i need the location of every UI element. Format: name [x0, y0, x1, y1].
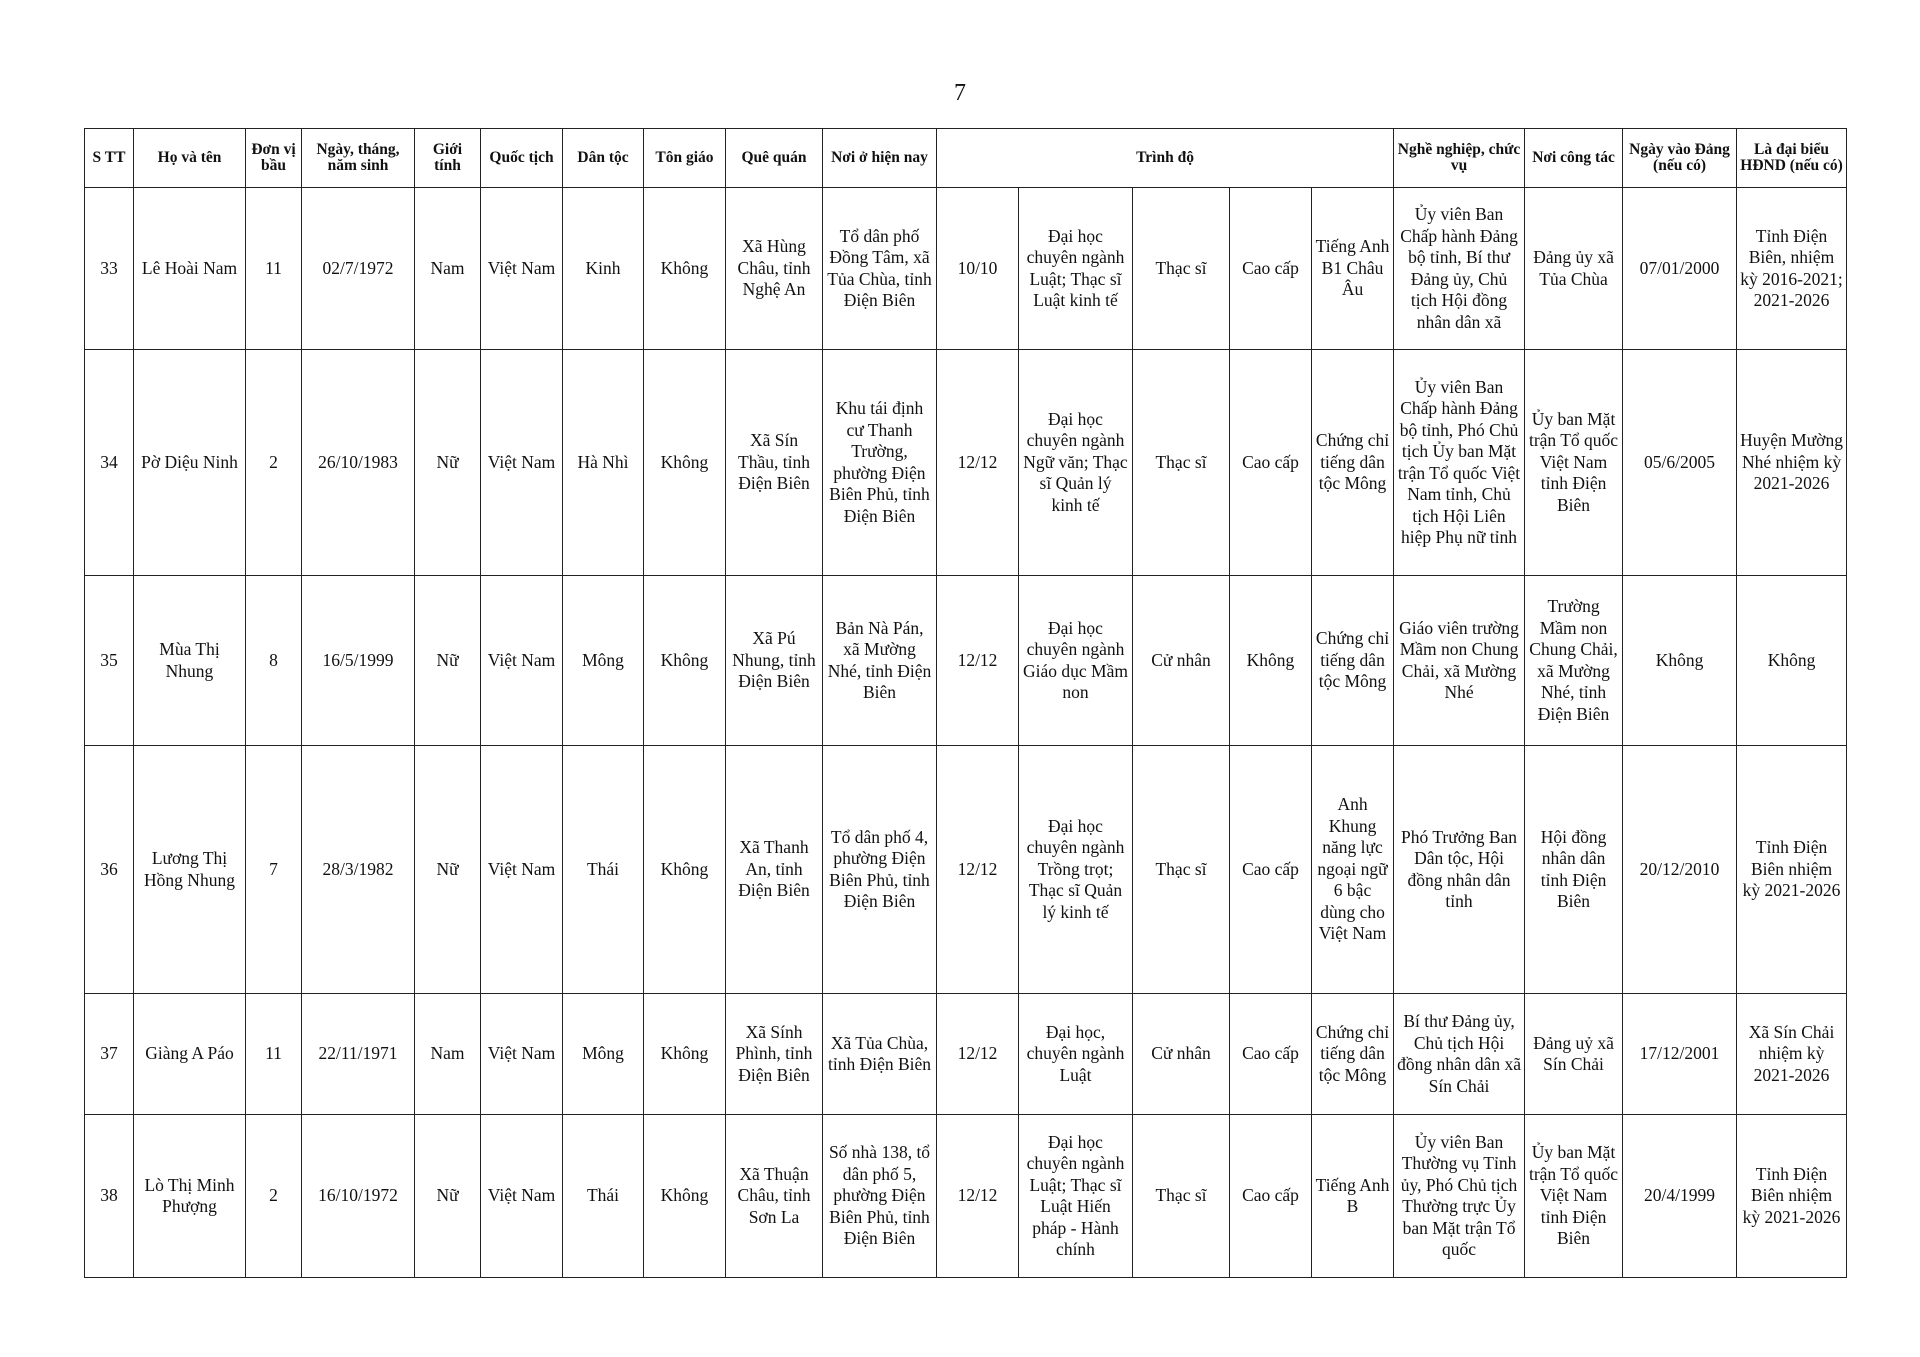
cell-gender: Nữ: [415, 746, 481, 994]
cell-workplace: Ủy ban Mặt trận Tổ quốc Việt Nam tỉnh Điện Biên: [1525, 350, 1623, 576]
cell-religion: Không: [644, 576, 726, 746]
cell-party-date: 17/12/2001: [1623, 994, 1737, 1115]
cell-council: Xã Sín Chải nhiệm kỳ 2021-2026: [1737, 994, 1847, 1115]
cell-ethnicity: Thái: [563, 746, 644, 994]
cell-residence: Tổ dân phố 4, phường Điện Biên Phủ, tỉnh Điện Biên: [823, 746, 937, 994]
cell-council: Tỉnh Điện Biên nhiệm kỳ 2021-2026: [1737, 1115, 1847, 1278]
cell-language: Chứng chỉ tiếng dân tộc Mông: [1312, 994, 1394, 1115]
header-education: Trình độ: [937, 129, 1394, 188]
header-name: Họ và tên: [134, 129, 246, 188]
cell-gender: Nữ: [415, 350, 481, 576]
header-residence: Nơi ở hiện nay: [823, 129, 937, 188]
cell-gender: Nam: [415, 994, 481, 1115]
cell-general-education: 12/12: [937, 994, 1019, 1115]
header-workplace: Nơi công tác: [1525, 129, 1623, 188]
cell-name: Giàng A Páo: [134, 994, 246, 1115]
cell-hometown: Xã Thuận Châu, tỉnh Sơn La: [726, 1115, 823, 1278]
cell-language: Chứng chỉ tiếng dân tộc Mông: [1312, 576, 1394, 746]
cell-council: Huyện Mường Nhé nhiệm kỳ 2021-2026: [1737, 350, 1847, 576]
cell-hometown: Xã Sính Phình, tỉnh Điện Biên: [726, 994, 823, 1115]
cell-gender: Nam: [415, 188, 481, 350]
cell-religion: Không: [644, 350, 726, 576]
table-row: [85, 576, 1847, 746]
cell-occupation: Ủy viên Ban Chấp hành Đảng bộ tỉnh, Bí thư Đảng ủy, Chủ tịch Hội đồng nhân dân xã: [1394, 188, 1525, 350]
cell-party-date: 20/4/1999: [1623, 1115, 1737, 1278]
cell-unit: 11: [246, 188, 302, 350]
cell-stt: 37: [85, 994, 134, 1115]
cell-unit: 2: [246, 350, 302, 576]
cell-nationality: Việt Nam: [481, 1115, 563, 1278]
cell-ethnicity: Hà Nhì: [563, 350, 644, 576]
page-number: 7: [954, 80, 966, 106]
cell-residence: Bản Nà Pán, xã Mường Nhé, tỉnh Điện Biên: [823, 576, 937, 746]
cell-dob: 22/11/1971: [302, 994, 415, 1115]
cell-religion: Không: [644, 994, 726, 1115]
header-row: [85, 129, 1847, 188]
cell-party-date: Không: [1623, 576, 1737, 746]
cell-stt: 35: [85, 576, 134, 746]
cell-nationality: Việt Nam: [481, 746, 563, 994]
header-stt: S TT: [85, 129, 134, 188]
cell-general-education: 10/10: [937, 188, 1019, 350]
cell-degree: Thạc sĩ: [1133, 188, 1230, 350]
cell-unit: 7: [246, 746, 302, 994]
cell-unit: 11: [246, 994, 302, 1115]
cell-specialty: Đại học chuyên ngành Luật; Thạc sĩ Luật Hiến pháp - Hành chính: [1019, 1115, 1133, 1278]
cell-political-theory: Cao cấp: [1230, 994, 1312, 1115]
table-row: [85, 350, 1847, 576]
cell-nationality: Việt Nam: [481, 350, 563, 576]
cell-ethnicity: Thái: [563, 1115, 644, 1278]
header-council: Là đại biểu HĐND (nếu có): [1737, 129, 1847, 188]
cell-occupation: Bí thư Đảng ủy, Chủ tịch Hội đồng nhân dân xã Sín Chải: [1394, 994, 1525, 1115]
cell-occupation: Ủy viên Ban Thường vụ Tỉnh ủy, Phó Chủ tịch Thường trực Ủy ban Mặt trận Tổ quốc: [1394, 1115, 1525, 1278]
header-gender: Giới tính: [415, 129, 481, 188]
cell-religion: Không: [644, 188, 726, 350]
cell-hometown: Xã Thanh An, tỉnh Điện Biên: [726, 746, 823, 994]
cell-degree: Cử nhân: [1133, 994, 1230, 1115]
cell-residence: Số nhà 138, tổ dân phố 5, phường Điện Biên Phủ, tỉnh Điện Biên: [823, 1115, 937, 1278]
cell-general-education: 12/12: [937, 1115, 1019, 1278]
cell-specialty: Đại học, chuyên ngành Luật: [1019, 994, 1133, 1115]
cell-workplace: Đảng uỷ xã Sín Chải: [1525, 994, 1623, 1115]
cell-nationality: Việt Nam: [481, 994, 563, 1115]
cell-general-education: 12/12: [937, 746, 1019, 994]
cell-name: Lê Hoài Nam: [134, 188, 246, 350]
cell-occupation: Phó Trưởng Ban Dân tộc, Hội đồng nhân dân tỉnh: [1394, 746, 1525, 994]
header-nationality: Quốc tịch: [481, 129, 563, 188]
cell-religion: Không: [644, 1115, 726, 1278]
table-row: [85, 188, 1847, 350]
cell-specialty: Đại học chuyên ngành Giáo dục Mầm non: [1019, 576, 1133, 746]
cell-specialty: Đại học chuyên ngành Trồng trọt; Thạc sĩ Quản lý kinh tế: [1019, 746, 1133, 994]
cell-political-theory: Cao cấp: [1230, 746, 1312, 994]
cell-hometown: Xã Pú Nhung, tỉnh Điện Biên: [726, 576, 823, 746]
cell-dob: 26/10/1983: [302, 350, 415, 576]
cell-stt: 33: [85, 188, 134, 350]
cell-hometown: Xã Hùng Châu, tỉnh Nghệ An: [726, 188, 823, 350]
cell-ethnicity: Kinh: [563, 188, 644, 350]
cell-workplace: Hội đồng nhân dân tỉnh Điện Biên: [1525, 746, 1623, 994]
cell-council: Tỉnh Điện Biên, nhiệm kỳ 2016-2021; 2021-2026: [1737, 188, 1847, 350]
candidate-table: [84, 128, 1847, 1278]
cell-language: Anh Khung năng lực ngoại ngữ 6 bậc dùng cho Việt Nam: [1312, 746, 1394, 994]
cell-party-date: 05/6/2005: [1623, 350, 1737, 576]
cell-hometown: Xã Sín Thầu, tỉnh Điện Biên: [726, 350, 823, 576]
cell-stt: 38: [85, 1115, 134, 1278]
cell-gender: Nữ: [415, 1115, 481, 1278]
cell-occupation: Ủy viên Ban Chấp hành Đảng bộ tỉnh, Phó Chủ tịch Ủy ban Mặt trận Tổ quốc Việt Nam tỉnh, Chủ tịch Hội Liên hiệp Phụ nữ tỉnh: [1394, 350, 1525, 576]
cell-dob: 16/5/1999: [302, 576, 415, 746]
cell-specialty: Đại học chuyên ngành Ngữ văn; Thạc sĩ Quản lý kinh tế: [1019, 350, 1133, 576]
cell-nationality: Việt Nam: [481, 188, 563, 350]
cell-degree: Thạc sĩ: [1133, 1115, 1230, 1278]
cell-occupation: Giáo viên trường Mầm non Chung Chải, xã Mường Nhé: [1394, 576, 1525, 746]
cell-political-theory: Cao cấp: [1230, 188, 1312, 350]
header-occupation: Nghề nghiệp, chức vụ: [1394, 129, 1525, 188]
cell-name: Mùa Thị Nhung: [134, 576, 246, 746]
header-dob: Ngày, tháng, năm sinh: [302, 129, 415, 188]
cell-degree: Thạc sĩ: [1133, 746, 1230, 994]
cell-language: Tiếng Anh B1 Châu Âu: [1312, 188, 1394, 350]
cell-general-education: 12/12: [937, 576, 1019, 746]
cell-ethnicity: Mông: [563, 994, 644, 1115]
cell-language: Chứng chỉ tiếng dân tộc Mông: [1312, 350, 1394, 576]
cell-nationality: Việt Nam: [481, 576, 563, 746]
cell-stt: 34: [85, 350, 134, 576]
cell-religion: Không: [644, 746, 726, 994]
cell-general-education: 12/12: [937, 350, 1019, 576]
cell-degree: Cử nhân: [1133, 576, 1230, 746]
table-row: [85, 746, 1847, 994]
header-religion: Tôn giáo: [644, 129, 726, 188]
header-unit: Đơn vị bầu: [246, 129, 302, 188]
cell-name: Lương Thị Hồng Nhung: [134, 746, 246, 994]
cell-workplace: Ủy ban Mặt trận Tổ quốc Việt Nam tỉnh Điện Biên: [1525, 1115, 1623, 1278]
cell-council: Tỉnh Điện Biên nhiệm kỳ 2021-2026: [1737, 746, 1847, 994]
cell-political-theory: Cao cấp: [1230, 350, 1312, 576]
cell-specialty: Đại học chuyên ngành Luật; Thạc sĩ Luật kinh tế: [1019, 188, 1133, 350]
cell-council: Không: [1737, 576, 1847, 746]
header-ethnicity: Dân tộc: [563, 129, 644, 188]
cell-gender: Nữ: [415, 576, 481, 746]
cell-degree: Thạc sĩ: [1133, 350, 1230, 576]
cell-dob: 28/3/1982: [302, 746, 415, 994]
cell-name: Pờ Diệu Ninh: [134, 350, 246, 576]
cell-party-date: 07/01/2000: [1623, 188, 1737, 350]
cell-unit: 8: [246, 576, 302, 746]
cell-ethnicity: Mông: [563, 576, 644, 746]
cell-stt: 36: [85, 746, 134, 994]
cell-workplace: Đảng ủy xã Tủa Chùa: [1525, 188, 1623, 350]
cell-residence: Tổ dân phố Đồng Tâm, xã Tủa Chùa, tỉnh Điện Biên: [823, 188, 937, 350]
header-hometown: Quê quán: [726, 129, 823, 188]
table-row: [85, 1115, 1847, 1278]
cell-residence: Khu tái định cư Thanh Trường, phường Điện Biên Phủ, tỉnh Điện Biên: [823, 350, 937, 576]
header-party-date: Ngày vào Đảng (nếu có): [1623, 129, 1737, 188]
cell-dob: 02/7/1972: [302, 188, 415, 350]
cell-residence: Xã Tủa Chùa, tỉnh Điện Biên: [823, 994, 937, 1115]
cell-political-theory: Cao cấp: [1230, 1115, 1312, 1278]
cell-workplace: Trường Mầm non Chung Chải, xã Mường Nhé, tỉnh Điện Biên: [1525, 576, 1623, 746]
cell-language: Tiếng Anh B: [1312, 1115, 1394, 1278]
cell-name: Lò Thị Minh Phượng: [134, 1115, 246, 1278]
table-row: [85, 994, 1847, 1115]
cell-dob: 16/10/1972: [302, 1115, 415, 1278]
cell-party-date: 20/12/2010: [1623, 746, 1737, 994]
cell-political-theory: Không: [1230, 576, 1312, 746]
cell-unit: 2: [246, 1115, 302, 1278]
